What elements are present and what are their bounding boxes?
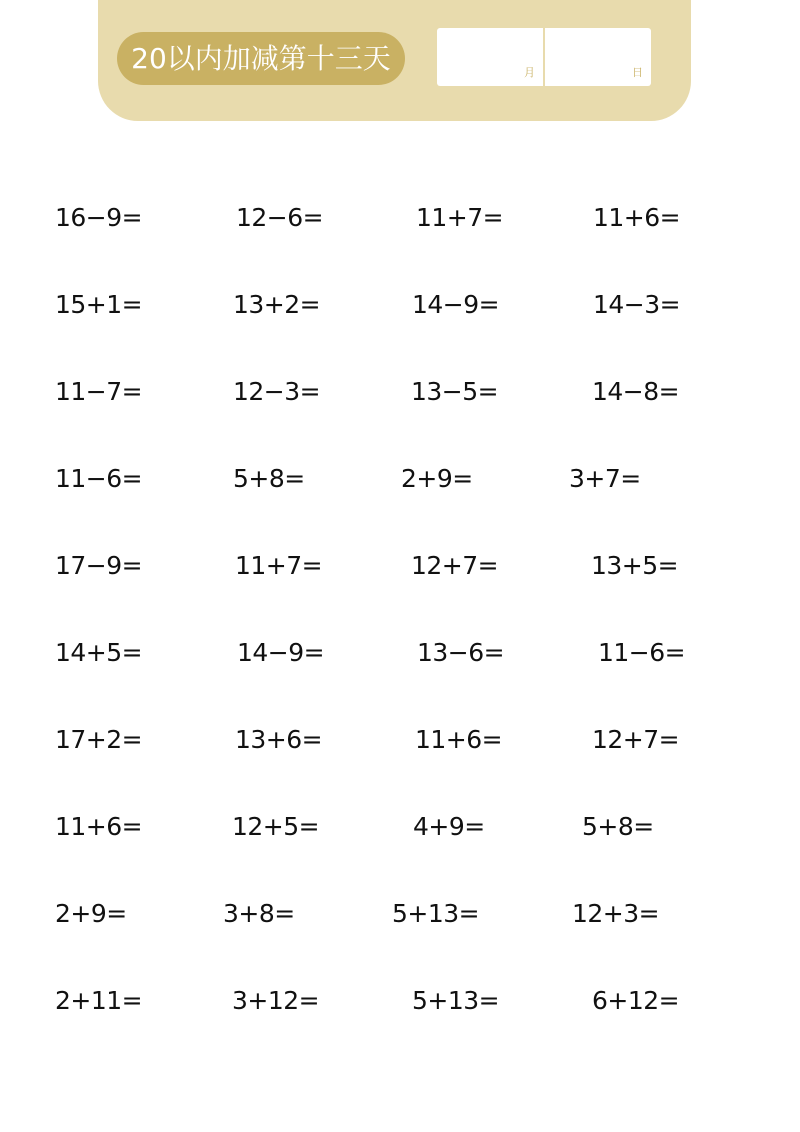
month-field[interactable] [437, 28, 543, 86]
problem-r3-c2: 12−3= [233, 377, 321, 406]
problem-r9-c2: 3+8= [223, 899, 295, 928]
day-label: 日 [632, 66, 643, 79]
problem-r3-c4: 14−8= [592, 377, 680, 406]
problem-r1-c3: 11+7= [416, 203, 504, 232]
problem-r6-c2: 14−9= [237, 638, 325, 667]
problem-r8-c4: 5+8= [582, 812, 654, 841]
day-field[interactable] [545, 28, 651, 86]
problem-r6-c3: 13−6= [417, 638, 505, 667]
problem-r8-c3: 4+9= [413, 812, 485, 841]
problem-r2-c1: 15+1= [55, 290, 143, 319]
problem-r1-c4: 11+6= [593, 203, 681, 232]
problem-r10-c3: 5+13= [412, 986, 500, 1015]
problem-r3-c1: 11−7= [55, 377, 143, 406]
problem-r4-c1: 11−6= [55, 464, 143, 493]
problem-r1-c2: 12−6= [236, 203, 324, 232]
problem-r4-c4: 3+7= [569, 464, 641, 493]
problem-r8-c1: 11+6= [55, 812, 143, 841]
problem-r6-c4: 11−6= [598, 638, 686, 667]
problem-r10-c1: 2+11= [55, 986, 143, 1015]
problem-r5-c3: 12+7= [411, 551, 499, 580]
problem-r7-c2: 13+6= [235, 725, 323, 754]
problem-r1-c1: 16−9= [55, 203, 143, 232]
problem-r9-c4: 12+3= [572, 899, 660, 928]
problem-r7-c4: 12+7= [592, 725, 680, 754]
problem-r2-c3: 14−9= [412, 290, 500, 319]
problem-r8-c2: 12+5= [232, 812, 320, 841]
problem-r2-c4: 14−3= [593, 290, 681, 319]
problem-r3-c3: 13−5= [411, 377, 499, 406]
problem-r2-c2: 13+2= [233, 290, 321, 319]
problem-r9-c1: 2+9= [55, 899, 127, 928]
worksheet-title: 20以内加减第十三天 [117, 32, 405, 85]
problem-r5-c2: 11+7= [235, 551, 323, 580]
problem-r4-c3: 2+9= [401, 464, 473, 493]
problem-r5-c1: 17−9= [55, 551, 143, 580]
problem-r9-c3: 5+13= [392, 899, 480, 928]
problem-r10-c4: 6+12= [592, 986, 680, 1015]
problem-r7-c1: 17+2= [55, 725, 143, 754]
problem-r4-c2: 5+8= [233, 464, 305, 493]
month-label: 月 [524, 66, 535, 79]
problem-r10-c2: 3+12= [232, 986, 320, 1015]
problem-r5-c4: 13+5= [591, 551, 679, 580]
problem-r6-c1: 14+5= [55, 638, 143, 667]
problem-r7-c3: 11+6= [415, 725, 503, 754]
